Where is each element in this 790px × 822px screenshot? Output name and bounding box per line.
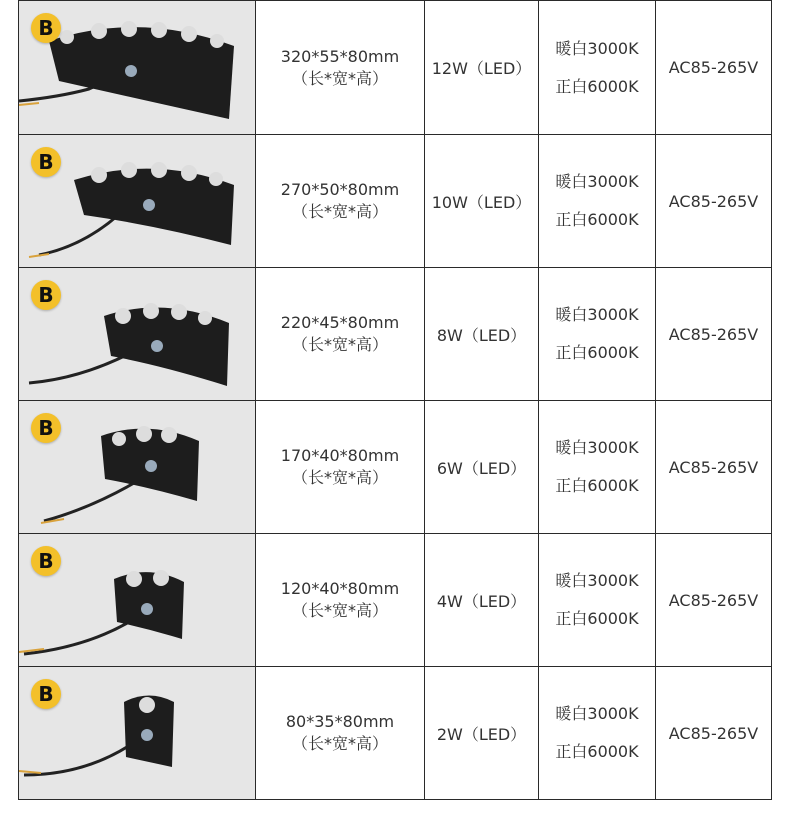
size-value: 270*50*80mm: [280, 180, 400, 199]
product-image-cell: [19, 401, 256, 534]
color-temp-cell: [539, 534, 656, 667]
size-value: 120*40*80mm: [280, 579, 400, 598]
product-image-cell: [19, 1, 256, 135]
voltage-value: AC85-265V: [656, 667, 772, 800]
size-cell: [256, 268, 425, 401]
color-temp-cell: [539, 268, 656, 401]
color-temp-cell: [539, 401, 656, 534]
size-value: 170*40*80mm: [280, 446, 400, 465]
voltage-value: AC85-265V: [656, 135, 772, 268]
voltage-value: AC85-265V: [656, 401, 772, 534]
power-value: 10W（LED）: [425, 135, 539, 268]
size-cell: [256, 135, 425, 268]
warm-white-value: 暖白3000K: [555, 438, 639, 457]
product-image-cell: [19, 534, 256, 667]
size-dims-label: （长*宽*高）: [291, 68, 388, 88]
voltage-value: AC85-265V: [656, 268, 772, 401]
size-value: 80*35*80mm: [285, 712, 395, 731]
size-value: 320*55*80mm: [280, 46, 400, 66]
warm-white-value: 暖白3000K: [555, 704, 639, 723]
power-value: 4W（LED）: [425, 534, 539, 667]
power-value: 6W（LED）: [425, 401, 539, 534]
voltage-value: AC85-265V: [656, 1, 772, 135]
model-badge: B: [31, 147, 61, 177]
table-row: [19, 268, 772, 401]
warm-white-value: 暖白3000K: [555, 305, 639, 324]
model-badge: B: [31, 546, 61, 576]
size-dims-label: （长*宽*高）: [291, 202, 388, 221]
table-row: [19, 667, 772, 800]
cool-white-value: 正白6000K: [555, 609, 639, 628]
cool-white-value: 正白6000K: [555, 210, 639, 229]
model-badge: B: [31, 679, 61, 709]
warm-white-value: 暖白3000K: [555, 172, 639, 191]
size-dims-label: （长*宽*高）: [291, 335, 388, 354]
cool-white-value: 正白6000K: [555, 742, 639, 761]
cool-white-value: 正白6000K: [555, 76, 639, 96]
table-row: [19, 534, 772, 667]
size-cell: [256, 401, 425, 534]
size-cell: [256, 1, 425, 135]
spec-table: [18, 0, 772, 800]
size-dims-label: （长*宽*高）: [291, 601, 388, 620]
model-badge: B: [31, 13, 61, 43]
model-badge: B: [31, 280, 61, 310]
color-temp-cell: [539, 667, 656, 800]
cool-white-value: 正白6000K: [555, 476, 639, 495]
cool-white-value: 正白6000K: [555, 343, 639, 362]
size-cell: [256, 667, 425, 800]
product-image-cell: [19, 268, 256, 401]
product-image-cell: [19, 667, 256, 800]
size-cell: [256, 534, 425, 667]
power-value: 2W（LED）: [425, 667, 539, 800]
size-dims-label: （长*宽*高）: [291, 734, 388, 753]
warm-white-value: 暖白3000K: [555, 38, 639, 58]
voltage-value: AC85-265V: [656, 534, 772, 667]
table-row: [19, 1, 772, 135]
size-dims-label: （长*宽*高）: [291, 468, 388, 487]
power-value: 12W（LED）: [425, 1, 539, 135]
warm-white-value: 暖白3000K: [555, 571, 639, 590]
power-value: 8W（LED）: [425, 268, 539, 401]
size-value: 220*45*80mm: [280, 313, 400, 332]
color-temp-cell: [539, 135, 656, 268]
model-badge: B: [31, 413, 61, 443]
product-image-cell: [19, 135, 256, 268]
table-row: [19, 401, 772, 534]
color-temp-cell: [539, 1, 656, 135]
table-row: [19, 135, 772, 268]
